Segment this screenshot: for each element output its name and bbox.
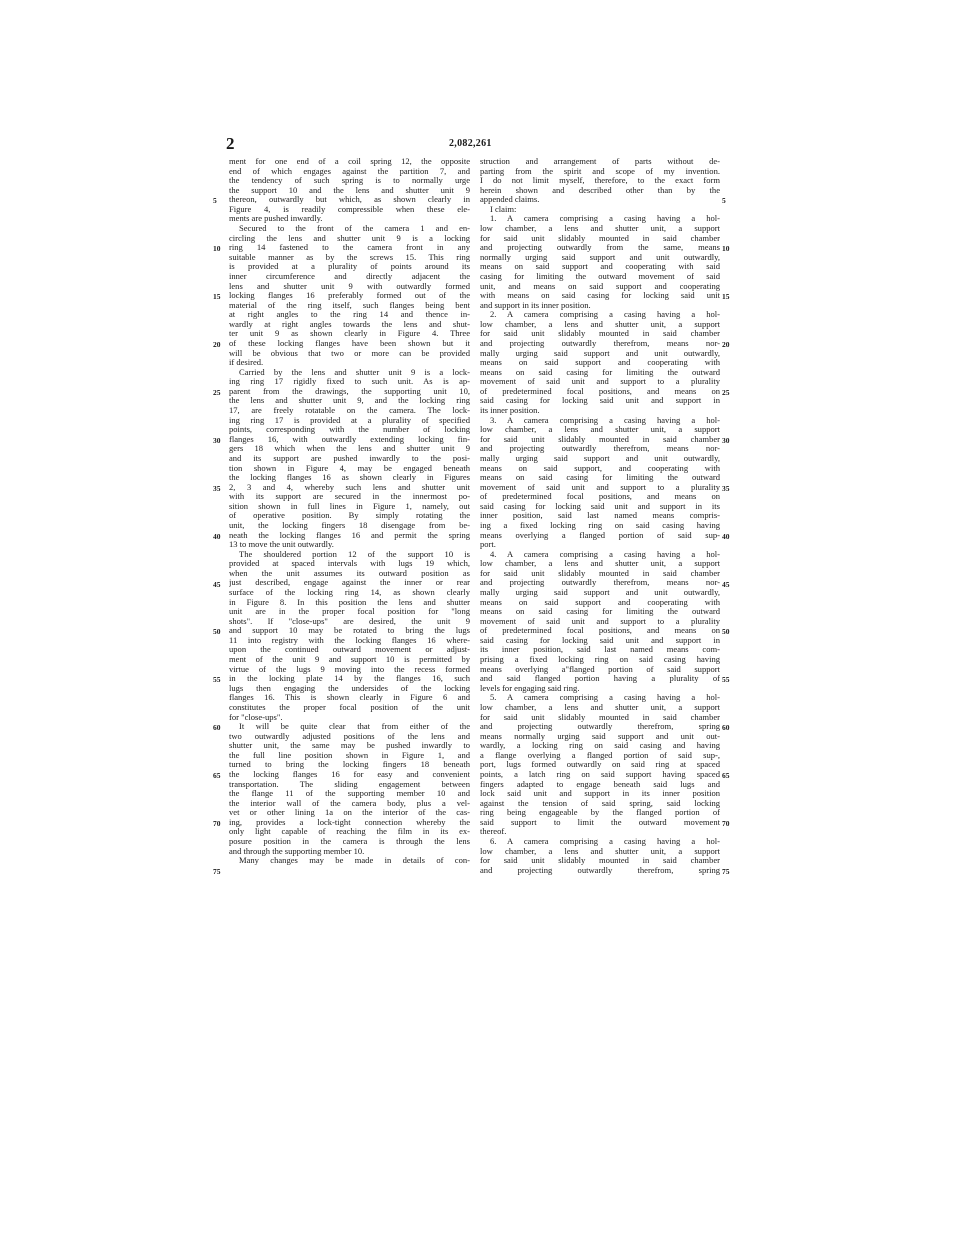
text-line: lens and shutter unit 9 with outwardly formed: [229, 281, 470, 291]
text-line: gers 18 which when the lens and shutter unit 9: [229, 444, 470, 454]
text-line: low chamber, a lens and shutter unit, a support: [480, 846, 720, 856]
margin-line-number: 20: [213, 340, 221, 350]
text-line: mally urging said support and unit outwardly,: [480, 588, 720, 598]
margin-line-number: 55: [213, 675, 221, 685]
text-line: will be obvious that two or more can be provided: [229, 348, 470, 358]
text-line: provided at spaced intervals with lugs 19 which,: [229, 559, 470, 569]
text-line: the support 10 and the lens and shutter unit 9: [229, 185, 470, 195]
margin-line-number: 75: [722, 866, 730, 876]
text-line: movement of said unit and support to a plurality: [480, 377, 720, 387]
text-line: ing ring 17 rigidly fixed to such unit. As is ap-: [229, 377, 470, 387]
text-line: The shouldered portion 12 of the support 10 is: [239, 549, 470, 559]
text-line: Figure 4, is readily compressible when these ele-: [229, 204, 470, 214]
text-line: of predetermined focal positions, and means on: [480, 626, 720, 636]
text-line: 1. A camera comprising a casing having a hol-: [490, 214, 720, 224]
margin-line-number: 25: [213, 387, 221, 397]
text-line: virtue of the lugs 9 moving into the recess formed: [229, 664, 470, 674]
text-line: ring being engageable by the flanged portion of: [480, 808, 720, 818]
text-line: said casing for locking said unit and support in its: [480, 501, 720, 511]
text-line: points, corresponding with the number of locking: [229, 425, 470, 435]
margin-line-number: 15: [213, 292, 221, 302]
text-line: parting from the spirit and scope of my invention.: [480, 166, 720, 176]
text-line: and through the supporting member 10.: [229, 846, 365, 856]
text-line: and said flanged portion having a plurality of: [480, 674, 720, 684]
text-line: lugs then engaging the undersides of the locking: [229, 683, 470, 693]
text-line: when the unit assumes its outward position as: [229, 568, 470, 578]
text-line: I do not limit myself, therefore, to the exact form: [480, 176, 720, 186]
text-line: the lens and shutter unit 9, and the locking ring: [229, 396, 470, 406]
text-line: the locking flanges 16 as shown clearly in Figures: [229, 473, 470, 483]
margin-line-number: 45: [722, 579, 730, 589]
margin-line-number: 5: [213, 196, 217, 206]
text-line: locking flanges 16 preferably formed out of the: [229, 291, 470, 301]
text-line: means overlying a"flanged portion of said support: [480, 664, 720, 674]
text-line: and support 10 may be rotated to bring the lugs: [229, 626, 470, 636]
text-line: appended claims.: [480, 195, 540, 205]
text-line: ing a fixed locking ring on said casing having: [480, 520, 720, 530]
text-line: low chamber, a lens and shutter unit, a support: [480, 702, 720, 712]
margin-line-number: 75: [213, 866, 221, 876]
text-line: and projecting outwardly from the same, means: [480, 243, 720, 253]
text-line: fingers adapted to engage beneath said lugs and: [480, 779, 720, 789]
text-line: for said unit slidably mounted in said chamber: [480, 434, 720, 444]
text-line: with means on said casing for locking said unit: [480, 291, 720, 301]
text-line: posure position in the camera is through the lens: [229, 837, 470, 847]
text-line: unit, and means on said support and cooperating: [480, 281, 720, 291]
text-line: its inner position, said last named means com-: [480, 645, 720, 655]
margin-line-number: 65: [213, 771, 221, 781]
text-line: shots". If "close-ups" are desired, the unit 9: [229, 616, 470, 626]
text-line: prising a fixed locking ring on said casing having: [480, 655, 720, 665]
text-line: sition shown in full lines in Figure 1, namely, out: [229, 501, 470, 511]
text-line: of operative position. By simply rotating the: [229, 511, 470, 521]
margin-line-number: 35: [213, 483, 221, 493]
text-line: against the tension of said spring, said locking: [480, 798, 720, 808]
text-line: tion shown in Figure 4, may be engaged beneath: [229, 463, 470, 473]
text-line: 3. A camera comprising a casing having a hol-: [490, 415, 720, 425]
margin-line-number: 70: [722, 819, 730, 829]
margin-line-number: 35: [722, 483, 730, 493]
text-line: I claim:: [490, 204, 517, 214]
text-line: a flange overlying a flanged portion of said sup-,: [480, 750, 720, 760]
text-line: 17, are freely rotatable on the camera. The lock-: [229, 406, 470, 416]
text-line: the locking flanges 16 for easy and convenient: [229, 770, 470, 779]
text-line: the full line position shown in Figure 1, and: [229, 750, 470, 760]
text-line: suitable manner as by the screws 15. This ring: [229, 252, 470, 262]
text-line: means on said support, and cooperating with: [480, 463, 720, 473]
margin-line-number: 60: [213, 723, 221, 733]
text-line: ing ring 17 is provided at a plurality of specified: [229, 415, 470, 425]
text-line: lock said unit and support in its inner position: [480, 789, 720, 799]
text-line: low chamber, a lens and shutter unit, a support: [480, 224, 720, 234]
text-line: for said unit slidably mounted in said chamber: [480, 568, 720, 578]
page-number: 2: [226, 134, 235, 153]
margin-line-number: 60: [722, 723, 730, 733]
text-line: transportation. The sliding engagement between: [229, 779, 470, 789]
text-line: circling the lens and shutter unit 9 is a locking: [229, 233, 470, 243]
text-line: 6. A camera comprising a casing having a hol-: [490, 837, 720, 847]
margin-line-number: 65: [722, 771, 730, 781]
text-line: flanges 16, with outwardly extending locking fin-: [229, 434, 470, 444]
margin-line-number: 10: [213, 244, 221, 254]
left-text-column: [229, 157, 470, 866]
text-line: is provided at a plurality of points around its: [229, 262, 470, 272]
margin-line-number: 40: [722, 531, 730, 541]
text-line: said casing for locking said unit and support in: [480, 635, 720, 645]
text-line: mally urging said support and unit outwardly,: [480, 348, 720, 358]
patent-number: 2,082,261: [449, 138, 492, 149]
text-line: for said unit slidably mounted in said chamber: [480, 233, 720, 243]
text-line: inner circumference and directly adjacent the: [229, 271, 470, 281]
margin-line-number: 70: [213, 819, 221, 829]
text-line: upon the continued outward movement or adjust-: [229, 645, 470, 655]
text-line: It will be quite clear that from either of the: [239, 722, 470, 732]
margin-line-number: 55: [722, 675, 730, 685]
text-line: said casing for locking said unit and support in: [480, 396, 720, 406]
text-line: in the locking plate 14 by the flanges 16, such: [229, 674, 470, 684]
margin-line-number: 30: [213, 435, 221, 445]
text-line: low chamber, a lens and shutter unit, a support: [480, 559, 720, 569]
text-line: 5. A camera comprising a casing having a hol-: [490, 693, 720, 703]
text-line: the interior wall of the camera body, plus a vel-: [229, 798, 470, 808]
text-line: means overlying a flanged portion of said sup-: [480, 530, 720, 540]
text-line: ter unit 9 as shown clearly in Figure 4. Three: [229, 329, 470, 339]
text-line: only light capable of reaching the film in its ex-: [229, 827, 470, 837]
text-line: ring 14 fastened to the camera front in any: [229, 243, 470, 253]
text-line: of predetermined focal positions, and means on: [480, 492, 720, 502]
text-line: port, lugs formed outwardly on said ring at spaced: [480, 760, 720, 770]
text-line: material of the ring itself, such flanges being bent: [229, 300, 470, 310]
text-line: means on said casing for limiting the outward: [480, 367, 720, 377]
text-line: means on said casing for limiting the outward: [480, 473, 720, 483]
text-line: and projecting outwardly therefrom, means nor-: [480, 578, 720, 588]
text-line: thereof.: [480, 827, 507, 837]
text-line: unit are in the proper focal position for "long: [229, 607, 470, 617]
text-line: and projecting outwardly therefrom, spring: [480, 865, 720, 875]
text-line: and projecting outwardly therefrom, spring: [480, 722, 720, 732]
text-line: for said unit slidably mounted in said chamber: [480, 856, 720, 866]
text-line: Many changes may be made in details of con-: [239, 856, 470, 866]
text-line: parent from the drawings, the supporting unit 10,: [229, 386, 470, 396]
text-line: wardly at right angles towards the lens and shut-: [229, 319, 470, 329]
text-line: two outwardly adjusted positions of the lens and: [229, 731, 470, 741]
text-line: normally urging said support and unit outwardly,: [480, 252, 720, 262]
margin-line-number: 10: [722, 244, 730, 254]
text-line: neath the locking flanges 16 and permit the spring: [229, 530, 470, 540]
text-line: of these locking flanges have been shown but it: [229, 338, 470, 348]
text-line: Carried by the lens and shutter unit 9 is a lock-: [239, 367, 470, 377]
text-line: means on said support and cooperating with: [480, 358, 720, 368]
text-line: and projecting outwardly therefrom, means nor-: [480, 338, 720, 348]
margin-line-number: 15: [722, 292, 730, 302]
text-line: 2, 3 and 4, whereby such lens and shutter unit: [229, 482, 470, 492]
text-line: ments are pushed inwardly.: [229, 214, 323, 224]
text-line: the tendency of such spring is to normally urge: [229, 176, 470, 186]
text-line: in Figure 8. In this position the lens and shutter: [229, 597, 470, 607]
text-line: ment for one end of a coil spring 12, the opposite: [229, 157, 470, 166]
text-line: movement of said unit and support to a plurality: [480, 616, 720, 626]
text-line: 4. A camera comprising a casing having a hol-: [490, 549, 720, 559]
text-line: said support to limit the outward movement: [480, 817, 720, 827]
text-line: vet or other lining 1a on the interior of the cas-: [229, 808, 470, 818]
text-line: 13 to move the unit outwardly.: [229, 540, 334, 550]
margin-line-number: 45: [213, 579, 221, 589]
text-line: of predetermined focal positions, and means on: [480, 386, 720, 396]
text-line: for said unit slidably mounted in said chamber: [480, 329, 720, 339]
text-line: levels for engaging said ring.: [480, 683, 580, 693]
text-line: with its support are secured in the innermost po-: [229, 492, 470, 502]
text-line: means on said support and cooperating with: [480, 597, 720, 607]
text-line: movement of said unit and support to a plurality: [480, 482, 720, 492]
text-line: for "close-ups".: [229, 712, 283, 722]
text-line: means on said support and cooperating with said: [480, 262, 720, 272]
text-line: means on said casing for limiting the outward: [480, 607, 720, 617]
text-line: 2. A camera comprising a casing having a hol-: [490, 310, 720, 320]
text-line: constitutes the proper focal position of the unit: [229, 702, 470, 712]
text-line: turned to bring the locking fingers 18 beneath: [229, 760, 470, 770]
text-line: and projecting outwardly therefrom, means nor-: [480, 444, 720, 454]
margin-line-number: 30: [722, 435, 730, 445]
text-line: and support in its inner position.: [480, 300, 591, 310]
margin-line-number: 50: [213, 627, 221, 637]
margin-line-number: 5: [722, 196, 726, 206]
text-line: struction and arrangement of parts without de-: [480, 157, 720, 166]
margin-line-number: 25: [722, 387, 730, 397]
text-line: mally urging said support and unit outwardly,: [480, 453, 720, 463]
margin-line-number: 50: [722, 627, 730, 637]
text-line: low chamber, a lens and shutter unit, a support: [480, 425, 720, 435]
text-line: ment of the unit 9 and support 10 is permitted by: [229, 655, 470, 665]
right-text-column: [480, 157, 720, 875]
text-line: flanges 16. This is shown clearly in Figure 6 and: [229, 693, 470, 703]
text-line: unit, the locking fingers 18 disengage from be-: [229, 520, 470, 530]
margin-line-number: 40: [213, 531, 221, 541]
text-line: shutter unit, the same may be pushed inwardly to: [229, 741, 470, 751]
text-line: just described, engage against the inner or rear: [229, 578, 470, 588]
text-line: thereon, outwardly but which, as shown clearly in: [229, 195, 470, 205]
text-line: the flange 11 of the supporting member 10 and: [229, 789, 470, 799]
text-line: 11 into registry with the locking flanges 16 where-: [229, 635, 470, 645]
margin-line-number: 20: [722, 340, 730, 350]
text-line: its inner position.: [480, 406, 540, 416]
text-line: wardly, a locking ring on said casing and having: [480, 741, 720, 751]
text-line: and its support are pushed inwardly to the posi-: [229, 453, 470, 463]
text-line: port.: [480, 540, 496, 550]
text-line: points, a latch ring on said support having spaced: [480, 770, 720, 779]
text-line: ing, provides a lock-tight connection whereby the: [229, 817, 470, 827]
text-line: at right angles to the ring 14 and thence in-: [229, 310, 470, 320]
text-line: Secured to the front of the camera 1 and en-: [239, 224, 470, 234]
text-line: if desired.: [229, 358, 264, 368]
text-line: inner position, said last named means compris-: [480, 511, 720, 521]
text-line: means normally urging said support and unit out-: [480, 731, 720, 741]
text-line: herein shown and described other than by the: [480, 185, 720, 195]
text-line: casing for limiting the outward movement of said: [480, 271, 720, 281]
text-line: low chamber, a lens and shutter unit, a support: [480, 319, 720, 329]
text-line: end of which engages against the partition 7, and: [229, 166, 470, 176]
text-line: for said unit slidably mounted in said chamber: [480, 712, 720, 722]
text-line: surface of the locking ring 14, as shown clearly: [229, 588, 470, 598]
